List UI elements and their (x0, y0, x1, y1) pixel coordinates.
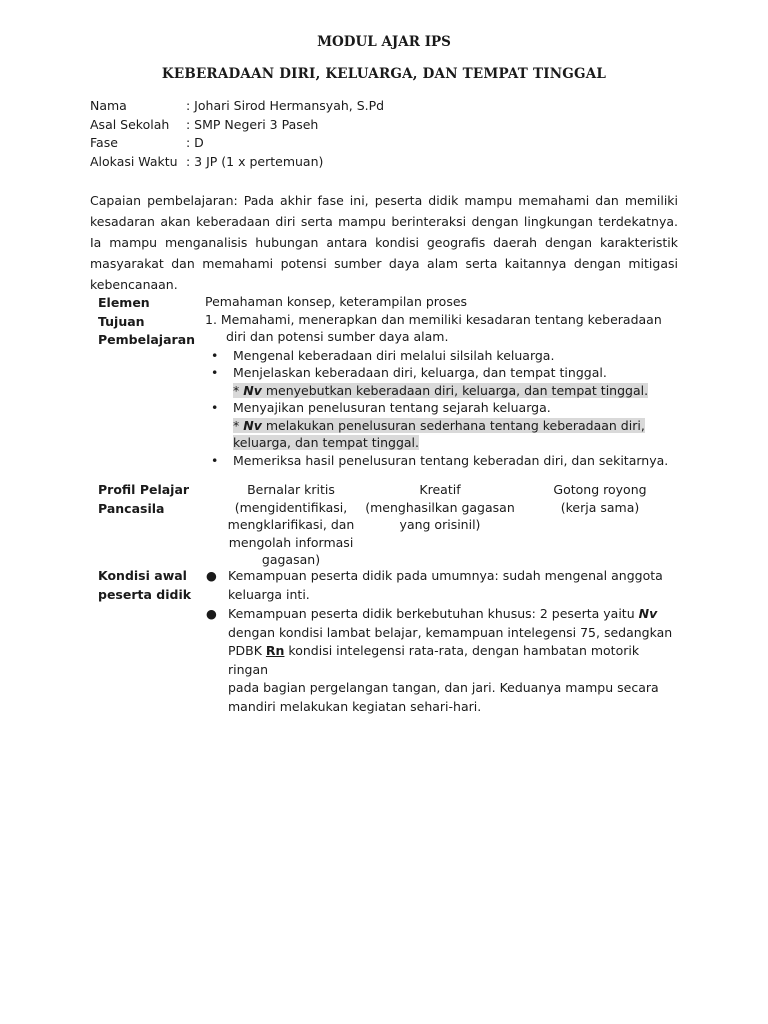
identity-label: Nama (90, 98, 127, 113)
note-line (205, 434, 675, 452)
profil-text: mengolah informasi (228, 534, 354, 550)
elemen-label: Elemen (98, 295, 150, 310)
identity-label: Alokasi Waktu (90, 153, 178, 169)
kondisi-text: PDBK (228, 643, 266, 658)
highlighted-note (233, 418, 645, 433)
profil-text: mengklarifikasi, dan (227, 517, 355, 532)
list-item-text: dengan kondisi lambat belajar, kemampuan intelegensi 75, sedangkan (228, 624, 673, 640)
profil-text: yang orisinil) (399, 517, 481, 532)
list-item-text: Kemampuan peserta didik pada umumnya: sudah mengenal anggota (228, 568, 663, 583)
identity-block (90, 97, 384, 171)
kondisi-label-block (98, 567, 191, 604)
highlighted-note (233, 383, 648, 398)
list-item (205, 452, 675, 470)
list-item (205, 347, 675, 365)
list-item (206, 567, 674, 586)
profil-text: gagasan) (261, 552, 321, 567)
elemen-value: Pemahaman konsep, keterampilan proses (205, 294, 468, 309)
list-item (205, 399, 675, 417)
list-item-text: Menjelaskan keberadaan diri, keluarga, dan tempat tinggal. (233, 365, 607, 380)
kondisi-label: Kondisi awal (98, 568, 187, 583)
note-prefix: * (233, 382, 244, 398)
goal-line: diri dan potensi sumber daya alam. (226, 329, 449, 344)
profil-column-gotong-royong (530, 481, 670, 516)
profil-text: Bernalar kritis (247, 482, 335, 497)
note-line (205, 417, 675, 435)
identity-row (90, 134, 384, 153)
highlighted-note: keluarga, dan tempat tinggal. (233, 435, 419, 450)
list-item (205, 364, 675, 382)
list-item-text: pada bagian pergelangan tangan, dan jari. Keduanya mampu secara (228, 680, 659, 695)
profil-text: (menghasilkan gagasan (365, 499, 515, 515)
identity-row (90, 97, 384, 116)
identity-label: Fase (90, 135, 118, 150)
list-item-text: Menyajikan penelusuran tentang sejarah keluarga. (233, 400, 551, 415)
identity-label: Asal Sekolah (90, 116, 170, 132)
rn-name: Rn (265, 643, 285, 658)
list-item-text: mandiri melakukan kegiatan sehari-hari. (228, 698, 482, 714)
capaian-paragraph: Capaian pembelajaran: Pada akhir fase ini, peserta didik mampu memahami dan memiliki kesadaran akan keberadaan diri serta mampu berinteraksi dengan lingkungan terdekatnya. Ia mampu menganalisis hubungan antara kondisi geografis daerah dengan karakteristik masyarakat dan memahami potensi sumber daya alam serta kaitannya dengan mitigasi kebencanaan. (90, 193, 678, 292)
nv-name: Nv (243, 382, 262, 398)
tujuan-label: Tujuan (98, 313, 145, 329)
identity-value: : SMP Negeri 3 Paseh (186, 116, 319, 132)
profil-label-block (98, 481, 189, 518)
profil-column-bernalar (208, 481, 374, 569)
bullet-icon: ● (206, 568, 217, 583)
profil-label: Profil Pelajar (98, 482, 190, 497)
profil-text: (mengidentifikasi, (234, 499, 348, 515)
identity-row (90, 153, 384, 172)
kondisi-text: Kemampuan peserta didik berkebutuhan khusus: 2 peserta yaitu (228, 606, 639, 621)
kondisi-content (206, 567, 674, 716)
profil-text: (kerja sama) (560, 499, 640, 515)
profil-text: Gotong royong (553, 482, 647, 497)
profil-column-kreatif (362, 481, 518, 534)
pembelajaran-label: Pembelajaran (98, 332, 196, 347)
list-item-text (228, 605, 657, 624)
identity-value: : Johari Sirod Hermansyah, S.Pd (186, 98, 385, 113)
note-line (205, 382, 675, 400)
note-text: menyebutkan keberadaan diri, keluarga, dan tempat tinggal. (261, 382, 649, 398)
nv-name: Nv (243, 417, 262, 433)
list-item (206, 605, 674, 624)
goal-line: 1. Memahami, menerapkan dan memiliki kesadaran tentang keberadaan (205, 311, 662, 327)
peserta-label: peserta didik (98, 586, 192, 602)
document-subtitle: KEBERADAAN DIRI, KELUARGA, DAN TEMPAT TINGGAL (161, 66, 607, 82)
bullet-icon: ● (206, 606, 217, 621)
list-item-text: Memeriksa hasil penelusuran tentang keberadan diri, dan sekitarnya. (233, 452, 669, 468)
identity-value: : 3 JP (1 x pertemuan) (186, 153, 324, 169)
profil-text: Kreatif (419, 482, 461, 497)
bullet-icon: • (211, 452, 219, 468)
pancasila-label: Pancasila (98, 500, 165, 516)
note-prefix: * (233, 417, 244, 433)
identity-row (90, 116, 384, 135)
nv-name: Nv (638, 606, 658, 621)
list-item-text: Mengenal keberadaan diri melalui silsilah keluarga. (233, 347, 555, 363)
bullet-icon: • (211, 347, 219, 363)
identity-value: : D (186, 135, 204, 150)
bullet-icon: • (211, 400, 219, 415)
tujuan-content (205, 293, 675, 469)
note-text: melakukan penelusuran sederhana tentang keberadaan diri, (261, 417, 645, 433)
document-title: MODUL AJAR IPS (317, 34, 451, 50)
list-item-text (206, 642, 674, 679)
kondisi-text: kondisi intelegensi rata-rata, dengan hambatan motorik ringan (228, 643, 640, 677)
list-item-text: keluarga inti. (228, 586, 310, 602)
bullet-icon: • (211, 365, 219, 380)
elemen-label-block (98, 294, 195, 350)
